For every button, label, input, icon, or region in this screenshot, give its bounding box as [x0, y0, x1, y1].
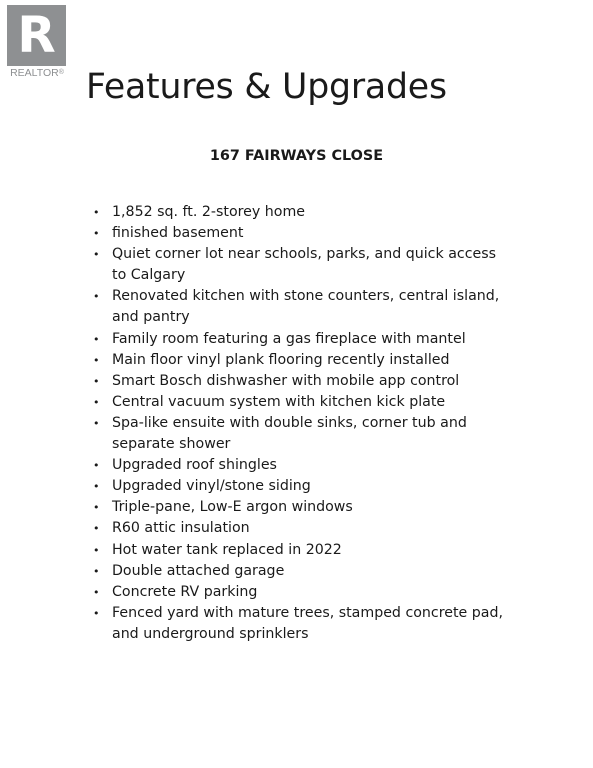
feature-text: Smart Bosch dishwasher with mobile app control [112, 372, 460, 389]
feature-item [92, 455, 512, 476]
feature-text: Spa-like ensuite with double sinks, corner tub and separate shower [112, 414, 467, 453]
features-list [92, 202, 512, 645]
feature-item [92, 476, 512, 497]
feature-text: 1,852 sq. ft. 2-storey home [112, 204, 306, 220]
feature-text: Fenced yard with mature trees, stamped concrete pad, and underground sprinklers [112, 604, 503, 642]
bullet-icon: • [93, 332, 100, 346]
feature-text: Main floor vinyl plank flooring recently installed [112, 351, 450, 368]
feature-item [92, 561, 512, 582]
feature-text: Upgraded vinyl/stone siding [112, 478, 311, 495]
realtor-logo-word [4, 67, 70, 79]
bullet-icon: • [93, 227, 100, 241]
bullet-icon: • [93, 501, 100, 515]
bullet-icon: • [93, 416, 100, 430]
feature-text: finished basement [112, 225, 244, 242]
feature-item [92, 413, 512, 455]
feature-text: Central vacuum system with kitchen kick plate [112, 393, 446, 410]
bullet-icon: • [93, 395, 100, 409]
realtor-logo-letter: R [17, 6, 56, 64]
feature-text: Double attached garage [112, 562, 285, 579]
bullet-icon: • [93, 606, 100, 620]
bullet-icon: • [93, 290, 100, 304]
property-address: 167 FAIRWAYS CLOSE [209, 148, 384, 164]
bullet-icon: • [93, 585, 100, 599]
registered-mark: ® [58, 69, 64, 76]
feature-item [92, 371, 512, 392]
realtor-logo-text: REALTOR [10, 67, 59, 79]
feature-item [92, 244, 512, 286]
bullet-icon: • [93, 374, 100, 388]
feature-item [92, 329, 512, 350]
bullet-icon: • [93, 480, 100, 494]
bullet-icon: • [93, 564, 100, 578]
feature-text: Quiet corner lot near schools, parks, and quick access to Calgary [112, 246, 497, 284]
feature-item [92, 286, 512, 328]
feature-text: Triple-pane, Low-E argon windows [112, 499, 353, 516]
bullet-icon: • [93, 522, 100, 536]
realtor-logo [4, 4, 70, 80]
feature-item [92, 603, 512, 645]
feature-item [92, 350, 512, 371]
page-title: Features & Upgrades [86, 67, 447, 107]
feature-text: Hot water tank replaced in 2022 [112, 541, 342, 558]
feature-item [92, 223, 512, 244]
feature-item [92, 392, 512, 413]
feature-text: R60 attic insulation [112, 520, 250, 537]
feature-item [92, 497, 512, 518]
feature-item [92, 202, 512, 223]
feature-item [92, 540, 512, 561]
feature-text: Concrete RV parking [112, 583, 258, 600]
bullet-icon: • [93, 248, 100, 262]
feature-item [92, 582, 512, 603]
bullet-icon: • [93, 543, 100, 557]
bullet-icon: • [93, 353, 100, 367]
feature-item [92, 518, 512, 539]
feature-text: Renovated kitchen with stone counters, central island, and pantry [112, 288, 500, 326]
bullet-icon: • [93, 206, 100, 219]
feature-text: Upgraded roof shingles [112, 457, 277, 474]
realtor-logo-mark [7, 5, 66, 66]
bullet-icon: • [93, 459, 100, 473]
feature-text: Family room featuring a gas fireplace with mantel [112, 330, 466, 347]
